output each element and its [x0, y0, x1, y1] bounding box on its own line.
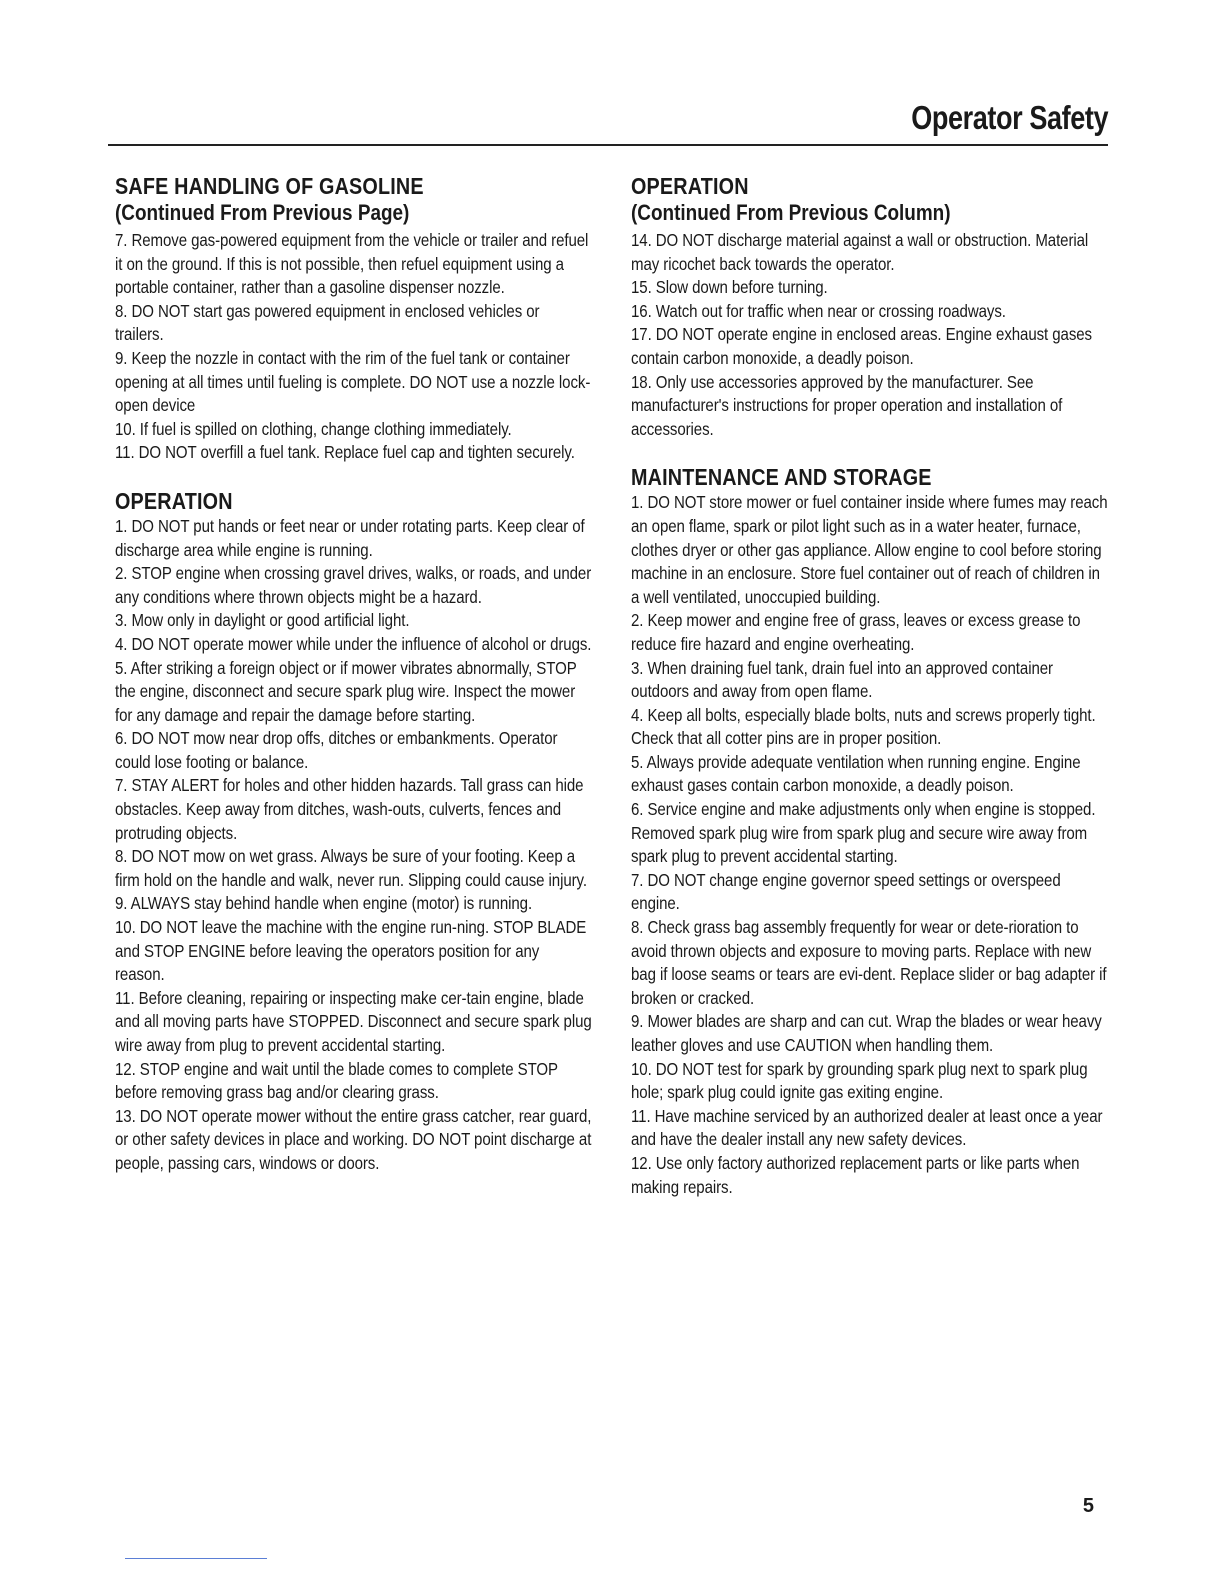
instruction-item: 7. DO NOT change engine governor speed settings or overspeed engine.: [631, 869, 1061, 914]
instruction-item: 14. DO NOT discharge material against a wall or obstruction. Material may ricochet back towards the operator.: [631, 230, 1089, 274]
right-column: [631, 172, 1109, 1221]
section-heading: MAINTENANCE AND STORAGE: [631, 464, 932, 491]
instruction-item: 6. DO NOT mow near drop offs, ditches or embankments. Operator could lose footing or balance.: [115, 728, 558, 772]
section-heading: OPERATION: [115, 487, 233, 514]
instruction-item: 4. DO NOT operate mower while under the influence of alcohol or drugs.: [115, 633, 592, 654]
instruction-item: 12. STOP engine and wait until the blade comes to complete STOP before removing grass bag and/or clearing grass.: [115, 1058, 558, 1103]
instruction-item: 15. Slow down before turning.: [631, 277, 828, 298]
instruction-item: 6. Service engine and make adjustments only when engine is stopped. Removed spark plug wire from spark plug and secure wire away from spark plug to prevent accidental starting.: [631, 799, 1096, 867]
instruction-item: 3. Mow only in daylight or good artificial light.: [115, 610, 410, 631]
section-safe-handling-of-gasoline: [115, 172, 593, 465]
section-subheading: (Continued From Previous Column): [631, 200, 951, 225]
instruction-item: 8. Check grass bag assembly frequently for wear or dete-rioration to avoid thrown objects and exposure to moving parts. Replace with new bag if loose seams or tears are evi-dent. Replace slider or bag adapter if broken or cracked.: [631, 917, 1107, 1008]
footer-rule: [125, 1558, 267, 1559]
instruction-item: 11. DO NOT overfill a fuel tank. Replace fuel cap and tighten securely.: [115, 442, 575, 463]
left-column: [115, 172, 593, 1198]
section-heading: OPERATION: [631, 173, 749, 199]
instruction-item: 4. Keep all bolts, especially blade bolts, nuts and screws properly tight. Check that all cotter pins are in proper position.: [631, 704, 1096, 749]
instruction-item: 16. Watch out for traffic when near or crossing roadways.: [631, 300, 1006, 321]
instruction-item: 11. Before cleaning, repairing or inspecting make cer-tain engine, blade and all moving parts have STOPPED. Disconnect and secure spark plug wire away from plug to prevent accidental starting.: [115, 987, 592, 1055]
instruction-item: 5. After striking a foreign object or if mower vibrates abnormally, STOP the engine, disconnect and secure spark plug wire. Inspect the mower for any damage and repair the damage before starting.: [115, 657, 577, 725]
section-subheading: (Continued From Previous Page): [115, 200, 410, 225]
instruction-list: [631, 491, 1109, 1199]
instruction-item: 18. Only use accessories approved by the manufacturer. See manufacturer's instructions for proper operation and installation of accessories.: [631, 371, 1063, 439]
instruction-item: 2. Keep mower and engine free of grass, leaves or excess grease to reduce fire hazard and engine overheating.: [631, 610, 1081, 654]
instruction-item: 1. DO NOT put hands or feet near or under rotating parts. Keep clear of discharge area while engine is running.: [115, 515, 585, 560]
page-header: [108, 98, 1108, 146]
instruction-item: 5. Always provide adequate ventilation when running engine. Engine exhaust gases contain carbon monoxide, a deadly poison.: [631, 751, 1081, 796]
instruction-item: 1. DO NOT store mower or fuel container inside where fumes may reach an open flame, spark or pilot light such as in a water heater, furnace, clothes dryer or other gas appliance. Allow engine to cool before storing machine in an enclosure. Store fuel container out of reach of children in a well ventilated, unoccupied building.: [631, 492, 1108, 607]
instruction-list: [115, 515, 593, 1176]
instruction-item: 12. Use only factory authorized replacement parts or like parts when making repairs.: [631, 1152, 1080, 1197]
section-operation: [631, 172, 1109, 441]
instruction-item: 11. Have machine serviced by an authorized dealer at least once a year and have the dealer install any new safety devices.: [631, 1105, 1103, 1150]
instruction-list: [631, 229, 1109, 441]
instruction-item: 9. ALWAYS stay behind handle when engine (motor) is running.: [115, 893, 533, 914]
instruction-item: 17. DO NOT operate engine in enclosed areas. Engine exhaust gases contain carbon monoxide, a deadly poison.: [631, 324, 1092, 368]
instruction-item: 9. Mower blades are sharp and can cut. Wrap the blades or wear heavy leather gloves and use CAUTION when handling them.: [631, 1011, 1102, 1055]
instruction-item: 3. When draining fuel tank, drain fuel into an approved container outdoors and away from open flame.: [631, 657, 1053, 702]
instruction-item: 10. If fuel is spilled on clothing, change clothing immediately.: [115, 418, 512, 439]
section-heading: SAFE HANDLING OF GASOLINE: [115, 173, 424, 199]
instruction-item: 9. Keep the nozzle in contact with the rim of the fuel tank or container opening at all times until fueling is complete. DO NOT use a nozzle lock-open device: [115, 347, 591, 416]
instruction-item: 8. DO NOT start gas powered equipment in enclosed vehicles or trailers.: [115, 300, 540, 345]
instruction-list: [115, 229, 593, 465]
instruction-item: 13. DO NOT operate mower without the entire grass catcher, rear guard, or other safety devices in place and working. DO NOT point discharge at people, passing cars, windows or doors.: [115, 1105, 592, 1173]
section-operation: [115, 487, 593, 1176]
instruction-item: 7. Remove gas-powered equipment from the vehicle or trailer and refuel it on the ground. If this is not possible, then refuel equipment using a portable container, rather than a gasoline dispenser nozzle.: [115, 230, 589, 298]
instruction-item: 2. STOP engine when crossing gravel drives, walks, or roads, and under any conditions where thrown objects might be a hazard.: [115, 563, 592, 607]
instruction-item: 10. DO NOT test for spark by grounding spark plug next to spark plug hole; spark plug could ignite gas exiting engine.: [631, 1058, 1088, 1103]
instruction-item: 7. STAY ALERT for holes and other hidden hazards. Tall grass can hide obstacles. Keep away from ditches, wash-outs, culverts, fences and protruding objects.: [115, 775, 584, 843]
page-number: 5: [1082, 1495, 1094, 1517]
page-title: Operator Safety: [911, 99, 1108, 136]
instruction-item: 10. DO NOT leave the machine with the engine run-ning. STOP BLADE and STOP ENGINE before leaving the operators position for any reason.: [115, 917, 587, 985]
section-maintenance-and-storage: [631, 463, 1109, 1199]
instruction-item: 8. DO NOT mow on wet grass. Always be sure of your footing. Keep a firm hold on the handle and walk, never run. Slipping could cause injury.: [115, 846, 587, 890]
